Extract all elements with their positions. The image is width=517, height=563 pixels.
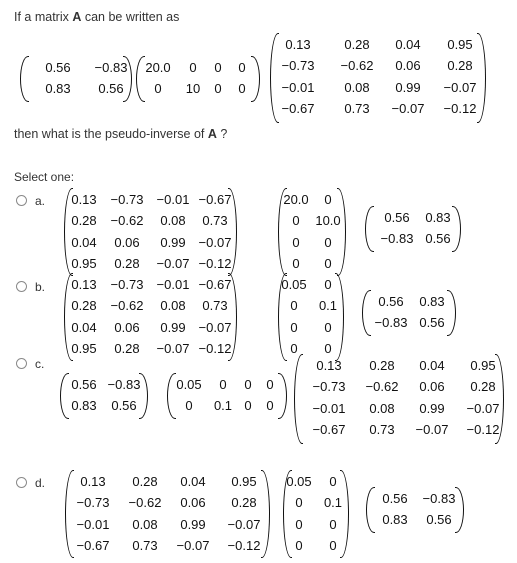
given-s-matrix bbox=[136, 56, 260, 102]
option-d-matrix-3 bbox=[366, 487, 464, 533]
matrix-cell: −0.83 bbox=[422, 491, 456, 506]
matrix-cell: 10.0 bbox=[315, 213, 341, 228]
matrix-cell: 0.95 bbox=[71, 256, 97, 271]
matrix-cell: 0.83 bbox=[382, 512, 408, 527]
option-c-matrix-3 bbox=[294, 354, 504, 444]
matrix-cell: −0.01 bbox=[156, 192, 190, 207]
matrix-cell: 0.05 bbox=[281, 277, 307, 292]
matrix-cell: −0.62 bbox=[128, 495, 162, 510]
matrix-cell: 0.05 bbox=[176, 377, 202, 392]
matrix-cell: 0.13 bbox=[71, 192, 97, 207]
matrix-cell: 0.95 bbox=[71, 341, 97, 356]
matrix-cell: 0.08 bbox=[132, 517, 158, 532]
matrix-cell: −0.07 bbox=[391, 101, 425, 116]
matrix-cell: 0.73 bbox=[369, 422, 395, 437]
option-c-label[interactable]: c. bbox=[35, 357, 45, 371]
matrix-cell: 0 bbox=[295, 538, 303, 553]
matrix-cell: 0.95 bbox=[231, 474, 257, 489]
matrix-cell: 0 bbox=[185, 398, 193, 413]
matrix-cell: 0.73 bbox=[202, 298, 228, 313]
matrix-cell: 0 bbox=[266, 377, 274, 392]
question-intro bbox=[14, 10, 179, 24]
matrix-cell: −0.12 bbox=[227, 538, 261, 553]
matrix-cell: −0.83 bbox=[94, 60, 128, 75]
matrix-cell: 0.99 bbox=[160, 235, 186, 250]
matrix-cell: −0.67 bbox=[198, 277, 232, 292]
matrix-cell: 0.1 bbox=[323, 495, 343, 510]
matrix-cell: −0.83 bbox=[374, 315, 408, 330]
matrix-cell: 0.06 bbox=[114, 235, 140, 250]
matrix-cell: 0.56 bbox=[425, 231, 451, 246]
matrix-cell: −0.67 bbox=[281, 101, 315, 116]
matrix-cell: −0.01 bbox=[156, 277, 190, 292]
matrix-cell: −0.07 bbox=[198, 235, 232, 250]
matrix-cell: −0.07 bbox=[443, 80, 477, 95]
matrix-cell: −0.01 bbox=[312, 401, 346, 416]
matrix-cell: 0.99 bbox=[395, 80, 421, 95]
matrix-cell: 0.56 bbox=[382, 491, 408, 506]
matrix-cell: 0.05 bbox=[286, 474, 312, 489]
option-d-label[interactable]: d. bbox=[35, 476, 46, 490]
matrix-cell: 0.83 bbox=[425, 210, 451, 225]
matrix-cell: 0 bbox=[266, 398, 274, 413]
matrix-cell: 0.1 bbox=[318, 298, 338, 313]
matrix-cell: 0.99 bbox=[160, 320, 186, 335]
option-b-matrix-1 bbox=[64, 273, 237, 361]
then-suffix: ? bbox=[216, 127, 228, 141]
option-c-radio[interactable] bbox=[16, 358, 27, 369]
option-a-radio[interactable] bbox=[16, 195, 27, 206]
option-b-label[interactable]: b. bbox=[35, 280, 46, 294]
matrix-cell: 0.99 bbox=[180, 517, 206, 532]
matrix-cell: 20.0 bbox=[283, 192, 309, 207]
matrix-cell: 0 bbox=[292, 256, 300, 271]
matrix-cell: −0.62 bbox=[365, 379, 399, 394]
matrix-cell: 0.04 bbox=[395, 37, 421, 52]
matrix-cell: 0 bbox=[324, 192, 332, 207]
matrix-cell: 0.08 bbox=[160, 213, 186, 228]
matrix-cell: 0.04 bbox=[71, 235, 97, 250]
matrix-cell: −0.62 bbox=[110, 298, 144, 313]
matrix-cell: 0.28 bbox=[114, 256, 140, 271]
matrix-cell: 0.73 bbox=[132, 538, 158, 553]
matrix-cell: −0.07 bbox=[415, 422, 449, 437]
matrix-cell: 0 bbox=[214, 81, 222, 96]
select-one-label: Select one: bbox=[14, 170, 75, 184]
matrix-cell: 0.13 bbox=[316, 358, 342, 373]
matrix-cell: 0.95 bbox=[470, 358, 496, 373]
matrix-cell: 0.83 bbox=[45, 81, 71, 96]
matrix-cell: 0 bbox=[189, 60, 197, 75]
matrix-cell: 0 bbox=[290, 298, 298, 313]
matrix-cell: 0 bbox=[290, 341, 298, 356]
matrix-cell: 0.13 bbox=[285, 37, 311, 52]
matrix-cell: 0.28 bbox=[344, 37, 370, 52]
matrix-cell: 0 bbox=[295, 495, 303, 510]
option-c-matrix-2 bbox=[167, 373, 287, 419]
matrix-cell: 0.56 bbox=[378, 294, 404, 309]
matrix-cell: 0.06 bbox=[114, 320, 140, 335]
matrix-cell: 0.56 bbox=[426, 512, 452, 527]
matrix-cell: −0.01 bbox=[76, 517, 110, 532]
matrix-cell: −0.12 bbox=[198, 341, 232, 356]
matrix-cell: 0 bbox=[295, 517, 303, 532]
matrix-cell: 0.56 bbox=[419, 315, 445, 330]
matrix-cell: 0.28 bbox=[132, 474, 158, 489]
option-d-radio[interactable] bbox=[16, 477, 27, 488]
matrix-cell: −0.01 bbox=[281, 80, 315, 95]
matrix-cell: −0.12 bbox=[466, 422, 500, 437]
matrix-cell: 0 bbox=[324, 320, 332, 335]
matrix-cell: −0.73 bbox=[110, 192, 144, 207]
matrix-cell: 0 bbox=[324, 341, 332, 356]
matrix-cell: 0.06 bbox=[180, 495, 206, 510]
matrix-cell: 20.0 bbox=[145, 60, 171, 75]
option-a-matrix-2 bbox=[278, 188, 346, 276]
matrix-cell: 0 bbox=[329, 474, 337, 489]
matrix-cell: −0.83 bbox=[107, 377, 141, 392]
matrix-cell: 0.13 bbox=[80, 474, 106, 489]
matrix-cell: 0 bbox=[154, 81, 162, 96]
matrix-cell: −0.67 bbox=[312, 422, 346, 437]
matrix-cell: 0.1 bbox=[213, 398, 233, 413]
matrix-cell: 0.08 bbox=[369, 401, 395, 416]
matrix-cell: 0 bbox=[324, 256, 332, 271]
matrix-cell: −0.12 bbox=[443, 101, 477, 116]
matrix-cell: 0 bbox=[329, 517, 337, 532]
option-b-matrix-2 bbox=[278, 273, 344, 361]
matrix-cell: 0.08 bbox=[160, 298, 186, 313]
matrix-cell: 0.28 bbox=[114, 341, 140, 356]
matrix-cell: 10 bbox=[185, 81, 201, 96]
option-d-matrix-2 bbox=[283, 470, 349, 558]
matrix-cell: 0 bbox=[324, 235, 332, 250]
matrix-cell: 0.56 bbox=[71, 377, 97, 392]
matrix-cell: 0 bbox=[292, 213, 300, 228]
matrix-cell: 0 bbox=[244, 377, 252, 392]
option-b-matrix-3 bbox=[362, 290, 456, 336]
matrix-cell: −0.62 bbox=[340, 58, 374, 73]
matrix-cell: 0 bbox=[214, 60, 222, 75]
matrix-cell: −0.73 bbox=[110, 277, 144, 292]
matrix-cell: 0 bbox=[292, 235, 300, 250]
matrix-cell: −0.73 bbox=[312, 379, 346, 394]
matrix-var: A bbox=[72, 10, 82, 24]
matrix-cell: 0.56 bbox=[98, 81, 124, 96]
matrix-cell: 0.04 bbox=[180, 474, 206, 489]
matrix-cell: 0.28 bbox=[231, 495, 257, 510]
matrix-cell: −0.12 bbox=[198, 256, 232, 271]
matrix-cell: 0.06 bbox=[395, 58, 421, 73]
matrix-cell: 0.04 bbox=[71, 320, 97, 335]
matrix-cell: 0.56 bbox=[45, 60, 71, 75]
intro-suffix: can be written as bbox=[81, 10, 180, 24]
matrix-cell: 0.13 bbox=[71, 277, 97, 292]
matrix-cell: 0.28 bbox=[71, 213, 97, 228]
matrix-cell: −0.67 bbox=[198, 192, 232, 207]
matrix-cell: 0 bbox=[329, 538, 337, 553]
matrix-cell: −0.07 bbox=[466, 401, 500, 416]
matrix-cell: −0.07 bbox=[227, 517, 261, 532]
matrix-cell: −0.07 bbox=[156, 256, 190, 271]
matrix-cell: 0.56 bbox=[384, 210, 410, 225]
matrix-cell: 0.83 bbox=[71, 398, 97, 413]
option-a-label[interactable]: a. bbox=[35, 194, 46, 208]
matrix-cell: 0.28 bbox=[470, 379, 496, 394]
matrix-cell: 0.28 bbox=[447, 58, 473, 73]
given-v-matrix bbox=[270, 33, 486, 123]
matrix-cell: 0.95 bbox=[447, 37, 473, 52]
matrix-cell: −0.73 bbox=[281, 58, 315, 73]
given-u-matrix bbox=[20, 56, 132, 102]
matrix-cell: 0 bbox=[244, 398, 252, 413]
matrix-cell: 0.56 bbox=[111, 398, 137, 413]
option-a-matrix-3 bbox=[365, 206, 461, 252]
matrix-cell: −0.07 bbox=[176, 538, 210, 553]
matrix-cell: 0.73 bbox=[344, 101, 370, 116]
then-prefix: then what is the pseudo-inverse of bbox=[14, 127, 208, 141]
option-a-matrix-1 bbox=[64, 188, 237, 276]
matrix-cell: 0.83 bbox=[419, 294, 445, 309]
matrix-cell: −0.07 bbox=[198, 320, 232, 335]
matrix-cell: −0.83 bbox=[380, 231, 414, 246]
matrix-cell: 0.08 bbox=[344, 80, 370, 95]
matrix-cell: 0.28 bbox=[369, 358, 395, 373]
intro-prefix: If a matrix bbox=[14, 10, 73, 24]
matrix-cell: 0 bbox=[290, 320, 298, 335]
matrix-cell: 0 bbox=[238, 81, 246, 96]
matrix-cell: 0.28 bbox=[71, 298, 97, 313]
matrix-cell: −0.07 bbox=[156, 341, 190, 356]
matrix-cell: 0 bbox=[238, 60, 246, 75]
matrix-cell: 0 bbox=[219, 377, 227, 392]
option-b-radio[interactable] bbox=[16, 281, 27, 292]
matrix-var-2: A bbox=[207, 127, 217, 141]
question-then bbox=[14, 127, 227, 141]
matrix-cell: −0.62 bbox=[110, 213, 144, 228]
matrix-cell: 0.06 bbox=[419, 379, 445, 394]
matrix-cell: 0.04 bbox=[419, 358, 445, 373]
matrix-cell: −0.73 bbox=[76, 495, 110, 510]
matrix-cell: 0.73 bbox=[202, 213, 228, 228]
matrix-cell: −0.67 bbox=[76, 538, 110, 553]
matrix-cell: 0 bbox=[324, 277, 332, 292]
option-d-matrix-1 bbox=[65, 470, 270, 558]
matrix-cell: 0.99 bbox=[419, 401, 445, 416]
option-c-matrix-1 bbox=[60, 373, 148, 419]
